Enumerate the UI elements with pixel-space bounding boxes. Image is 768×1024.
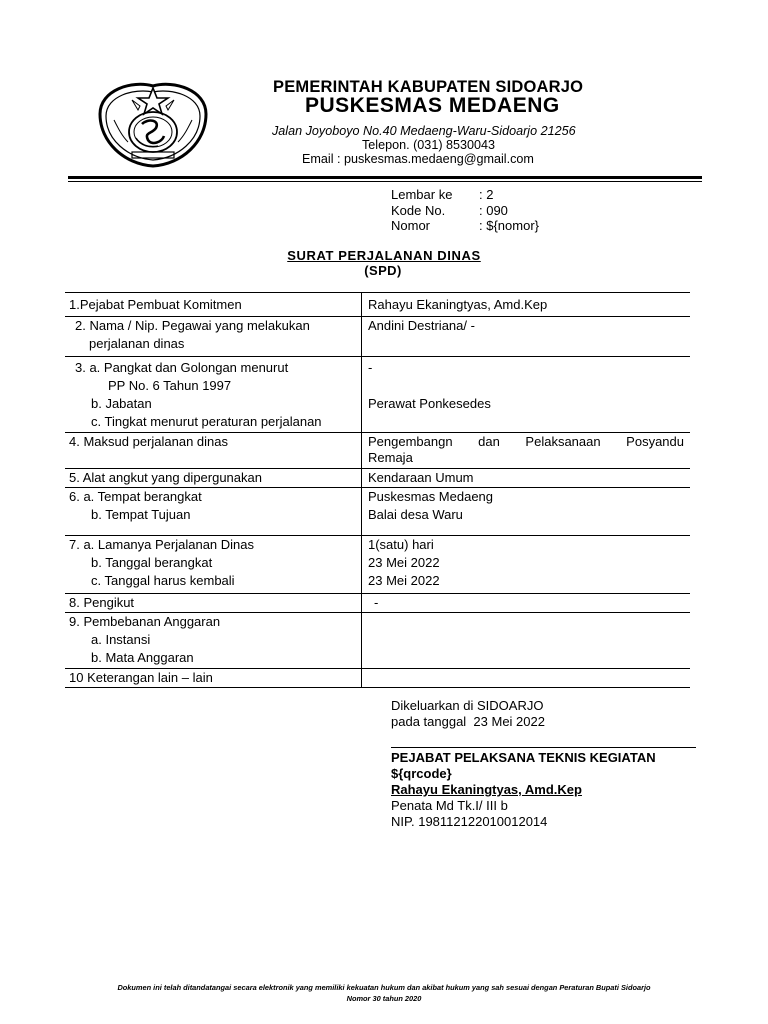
signatory-nip: NIP. 198112122010012014 [391,814,548,829]
sidoarjo-regency-emblem-icon [92,72,214,172]
meta-label: Lembar ke [391,187,453,202]
title-main: SURAT PERJALANAN DINAS [287,248,481,263]
row-value-c: 23 Mei 2022 [368,573,440,588]
header-email: Email : puskesmas.medaeng@gmail.com [302,152,534,166]
meta-value: : 2 [479,187,494,202]
row-label-c: c. Tingkat menurut peraturan perjalanan [91,414,322,429]
issued-at: Dikeluarkan di SIDOARJO [391,698,544,713]
date-label: pada tanggal [391,714,467,729]
row-label: 5. Alat angkut yang dipergunakan [69,470,262,485]
row-value: Andini Destriana/ - [368,318,475,333]
header-divider-thick [68,176,702,179]
table-row [65,317,690,357]
row-label: 9. Pembebanan Anggaran [69,614,221,629]
row-value: - [368,360,373,375]
row-label-b: b. Tanggal berangkat [91,555,213,570]
meta-label: Nomor [391,218,431,233]
meta-value: : 090 [479,202,508,218]
document-meta [391,187,539,234]
row-value: - [374,595,379,610]
table-row [65,357,690,433]
meta-value: : ${nomor} [479,218,539,233]
signatory-rank: Penata Md Tk.I/ III b [391,798,508,813]
row-value: Rahayu Ekaningtyas, Amd.Kep [368,297,548,312]
footer-line2: Nomor 30 tahun 2020 [346,994,422,1003]
table-row [65,488,690,536]
meta-row-sheet [391,187,539,203]
signature-divider [391,747,696,748]
row-label: 6. a. Tempat berangkat [69,489,202,504]
row-value: Pengembangn dan Pelaksanaan Posyandu [368,434,684,449]
footer-note [0,982,768,1004]
row-label-c: c. Tanggal harus kembali [91,573,235,588]
table-row [65,293,690,317]
title-abbrev: (SPD) [364,263,402,278]
qrcode-placeholder: ${qrcode} [391,766,452,781]
spd-table [65,292,690,688]
signatory-name: Rahayu Ekaningtyas, Amd.Kep [391,782,582,797]
meta-row-code [391,203,539,219]
row-value-cont: Remaja [368,450,413,465]
header-divider-thin [68,181,702,182]
row-label-cont: PP No. 6 Tahun 1997 [108,378,232,393]
header-name: PUSKESMAS MEDAENG [305,94,560,117]
row-label-cont: perjalanan dinas [89,336,185,351]
row-label-b: b. Jabatan [91,396,152,411]
header-phone: Telepon. (031) 8530043 [362,138,496,152]
document-title [0,248,768,278]
header-address: Jalan Joyoboyo No.40 Medaeng-Waru-Sidoarjo 21256 [272,124,576,138]
issued-date [391,714,696,730]
row-label: 2. Nama / Nip. Pegawai yang melakukan [75,318,310,333]
footer-line1: Dokumen ini telah ditandatangai secara elektronik yang memiliki kekuatan hukum dan akibat hukum yang sah sesuai dengan Peraturan Bupati Sidoarjo [117,983,651,992]
meta-row-number [391,218,539,234]
signatory-position: PEJABAT PELAKSANA TEKNIS KEGIATAN [391,750,656,765]
row-value: Kendaraan Umum [368,470,474,485]
row-value: 1(satu) hari [368,537,434,552]
row-value-b: Balai desa Waru [368,507,463,522]
row-label-c: b. Mata Anggaran [91,650,194,665]
table-row [65,669,690,688]
row-label: 10 Keterangan lain – lain [69,670,213,685]
row-label-b: b. Tempat Tujuan [91,507,191,522]
row-value-b: 23 Mei 2022 [368,555,440,570]
table-row [65,536,690,594]
header-org: PEMERINTAH KABUPATEN SIDOARJO [273,78,584,96]
table-row [65,594,690,613]
table-row [65,433,690,469]
table-row [65,613,690,669]
row-label: 8. Pengikut [69,595,135,610]
table-row [65,469,690,488]
row-value: Puskesmas Medaeng [368,489,494,504]
row-label-b: a. Instansi [91,632,151,647]
signature-block [391,698,696,830]
row-label: 3. a. Pangkat dan Golongan menurut [75,360,289,375]
row-value-b: Perawat Ponkesedes [368,396,491,411]
row-label: 4. Maksud perjalanan dinas [69,434,228,449]
meta-label: Kode No. [391,202,446,218]
row-label: 1.Pejabat Pembuat Komitmen [69,297,242,312]
row-label: 7. a. Lamanya Perjalanan Dinas [69,537,255,552]
date-value: 23 Mei 2022 [473,714,545,729]
